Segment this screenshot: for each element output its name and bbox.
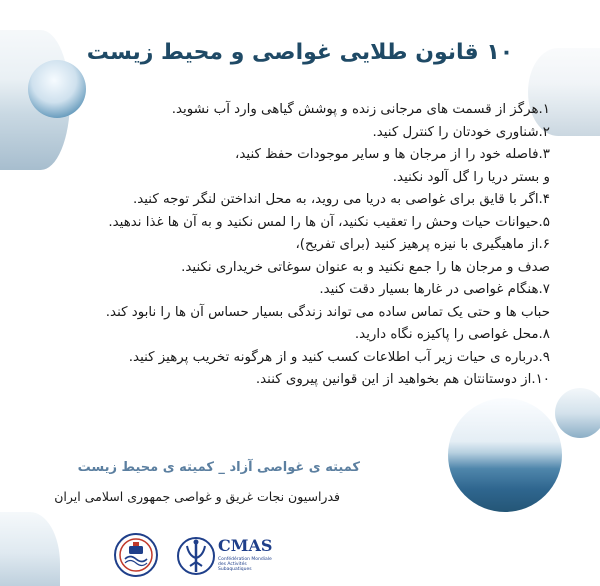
cmas-subtitle: Confédération Mondiale des Activités Subaquatiques: [218, 557, 272, 572]
cmas-label: CMAS: [218, 536, 273, 555]
sea-decoration-bottom-left: [0, 512, 60, 586]
rule-line: صدف و مرجان ها را جمع نکنید و به عنوان سوغاتی خریداری نکنید.: [181, 259, 550, 275]
sea-circle-large: [448, 398, 562, 512]
cmas-emblem-icon: [176, 532, 216, 580]
rule-line: و بستر دریا را گل آلود نکنید.: [392, 169, 550, 185]
rule-line: ۱۰.از دوستانتان هم بخواهید از این قوانین پیروی کنند.: [255, 372, 550, 387]
committees-label: کمیته ی غواصی آزاد _ کمیته ی محیط زیست: [77, 460, 360, 475]
cmas-logo: [176, 532, 276, 580]
rule-line: ۷.هنگام غواصی در غارها بسیار دقت کنید.: [319, 282, 550, 297]
rule-line: ۴.اگر با قایق برای غواصی به دریا می روید، به محل انداختن لنگر توجه کنید.: [132, 192, 550, 207]
federation-emblem-icon: [113, 532, 159, 578]
rule-line: ۹.درباره ی حیات زیر آب اطلاعات کسب کنید و از هرگونه تخریب پرهیز کنید.: [128, 349, 550, 365]
federation-label: فدراسیون نجات غریق و غواصی جمهوری اسلامی ایران: [54, 489, 340, 504]
rule-line: ۲.شناوری خودتان را کنترل کنید.: [372, 124, 550, 140]
rule-line: ۱.هرگز از قسمت های مرجانی زنده و پوشش گیاهی وارد آب نشوید.: [171, 102, 550, 117]
rule-line: حباب ها و حتی یک تماس ساده می تواند زندگی بسیار حساس آن ها را نابود کند.: [105, 304, 550, 320]
rule-line: ۵.حیوانات حیات وحش را تعقیب نکنید، آن ها را لمس نکنید و به آن ها غذا ندهید.: [108, 214, 550, 230]
rule-line: ۳.فاصله خود را از مرجان ها و سایر موجودات حفظ کنید،: [235, 147, 550, 162]
rules-list: [50, 99, 550, 392]
rule-line: ۶.از ماهیگیری با نیزه پرهیز کنید (برای تفریح)،: [295, 237, 550, 252]
page-title: ۱۰ قانون طلایی غواصی و محیط زیست: [86, 40, 514, 65]
rule-line: ۸.محل غواصی را پاکیزه نگاه دارید.: [354, 327, 550, 342]
sea-circle-small: [555, 388, 600, 438]
